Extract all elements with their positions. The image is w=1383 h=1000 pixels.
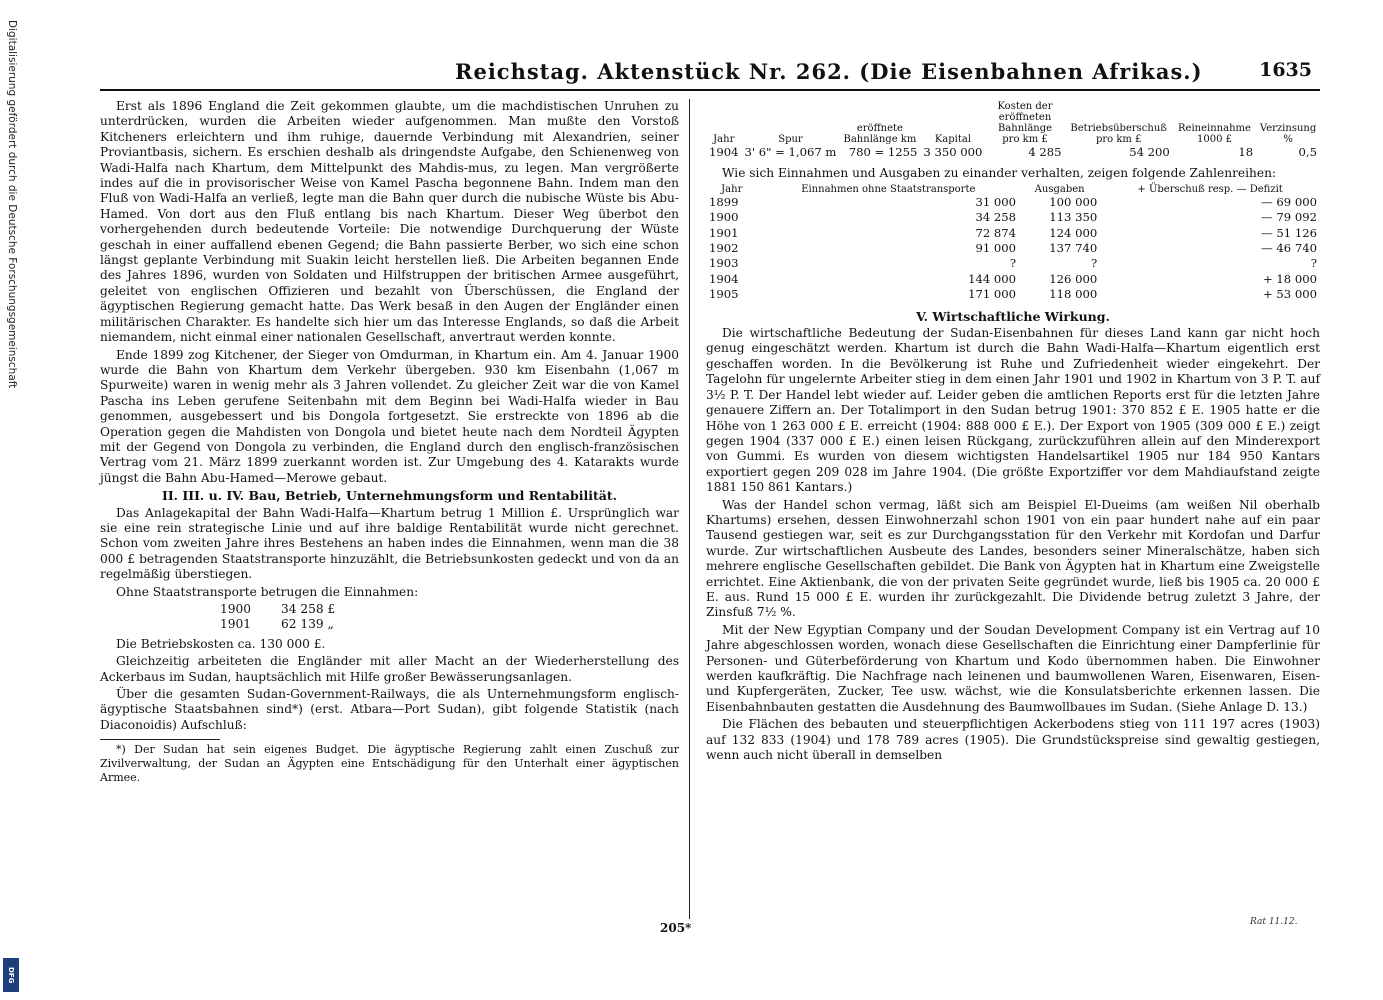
paragraph: Das Anlagekapital der Bahn Wadi-Halfa—Khartum betrug 1 Million £. Ursprünglich war sie eine rein strategische Linie und auf ihre baldige Rentabilität wurde nicht gerechnet. Schon vom zweiten Jahre ihres Bestehens an haben indes die Einnahmen, wenn man die 38 000 £ betragenden Staatstransporte hinzuzählt, die Betriebsunkosten gedeckt und von da an regelmäßig überstiegen. xyxy=(100,505,679,582)
cell-income: 91 000 xyxy=(975,241,1017,256)
cell-expense: 118 000 xyxy=(1049,287,1098,302)
table-row xyxy=(706,195,1320,210)
cell-year: 1901 xyxy=(709,225,739,240)
header-page-number: 1635 xyxy=(1259,59,1312,81)
paragraph: Wie sich Einnahmen und Ausgaben zu einander verhalten, zeigen folgende Zahlenreihen: xyxy=(722,166,1277,181)
cell-income: 72 874 xyxy=(975,225,1017,240)
handwritten-margin-note: Rat 11.12. xyxy=(1250,917,1298,927)
cell-income: 171 000 xyxy=(968,287,1017,302)
cell-year: 1902 xyxy=(709,241,739,256)
paragraph: Gleichzeitig arbeiteten die Engländer mit aller Macht an der Wiederherstellung des Ackerbaus im Sudan, hauptsächlich mit Hilfe großer Bewässerungsanlagen. xyxy=(100,654,679,684)
cell-expense: ? xyxy=(1091,256,1098,271)
paragraph: Ende 1899 zog Kitchener, der Sieger von Omdurman, in Khartum ein. Am 4. Januar 1900 wurde die Bahn von Khartum dem Verkehr übergeben. 930 km Eisenbahn (1,067 m Spurweite) waren in wenig mehr als 3 Jahren vollendet. Zu gleicher Zeit war die von Kamel Pascha ins Leben gerufene Seitenbahn mit dem Beginn bei Wadi-Halfa wieder in Bau genommen, ausgebessert und bis Dongola fortgesetzt. Sie erstreckte von 1896 ab die Operation gegen die Mahdisten von Dongola und bietet heute nach dem Nordteil Ägypten mit der Gegend von Dongola zu verbinden, die England durch den englisch-französischen Vertrag vom 21. März 1899 zuerkannt worden ist. Zur Umgebung des 4. Katarakts wurde jüngst die Bahn Abu-Hamed—Merowe gebaut. xyxy=(100,347,679,485)
table-header-row xyxy=(706,101,1320,145)
railway-statistics-table xyxy=(706,101,1320,160)
cell-year: 1905 xyxy=(709,287,739,302)
table-body xyxy=(706,195,1320,303)
cell-year: 1904 xyxy=(709,271,739,286)
digitization-text: Digitalisierung gefördert durch die Deutsche Forschungsgemeinschaft xyxy=(6,20,18,389)
cell-year: 1900 xyxy=(709,210,739,225)
table-row xyxy=(706,210,1320,225)
table-row xyxy=(706,226,1320,241)
income-expense-table xyxy=(706,184,1320,303)
right-column xyxy=(700,99,1320,919)
cell-length: 780 = 1255 xyxy=(848,145,918,159)
paragraph: Die Betriebskosten ca. 130 000 £. xyxy=(116,636,326,651)
cell-surplus: 54 200 xyxy=(1129,145,1170,159)
left-column xyxy=(100,99,690,919)
table-row xyxy=(706,145,1320,160)
cell-income: 34 258 xyxy=(975,210,1017,225)
cell-interest: 0,5 xyxy=(1298,145,1317,159)
paragraph: Über die gesamten Sudan-Government-Railways, die als Unternehmungsform englisch-ägyptische Staatsbahnen sind*) (erst. Atbara—Port Sudan), gibt folgende Statistik (nach Diaconoidis) Aufschluß: xyxy=(100,687,679,732)
header-title: Reichstag. Aktenstück Nr. 262. (Die Eisenbahnen Afrikas.) xyxy=(455,59,1203,84)
paragraph: Die wirtschaftliche Bedeutung der Sudan-Eisenbahnen für dieses Land kann gar nicht hoch genug eingeschätzt werden. Khartum ist durch die Bahn Wadi-Halfa—Khartum eigentlich erst geschaffen worden. In die Bevölkerung ist Ruhe und Zufriedenheit wieder eingekehrt. Der Tagelohn für ungelernte Arbeiter stieg in dem einen Jahr 1901 und 1902 in Khartum von 3 P. T. auf 3½ P. T. Der Handel lebt wieder auf. Leider geben die amtlichen Reports erst für die letzten Jahre genauere Ziffern an. Der Totalimport in den Sudan betrug 1901: 370 852 £ E. 1905 hatte er die Höhe von 1 263 000 £ E. erreicht (1904: 888 000 £ E.). Der Export von 1905 (309 000 £ E.) zeigt gegen 1904 (337 000 £ E.) einen leisen Rückgang, zurückzuführen allein auf den Minderexport von Gummi. Es wurden von diesem wichtigsten Handelsartikel 1905 nur 184 950 Kantars exportiert gegen 209 028 im Jahre 1904. (Die größte Exportziffer vor dem Mahdiaufstand zeigte 1881 150 861 Kantars.) xyxy=(706,326,1320,495)
revenue-row xyxy=(220,617,679,632)
cell-capital: 3 350 000 xyxy=(923,145,983,159)
section-heading: V. Wirtschaftliche Wirkung. xyxy=(916,308,1110,324)
cell-income: 144 000 xyxy=(968,271,1017,286)
revenue-amount: 34 258 £ xyxy=(281,602,336,616)
footnote: *) Der Sudan hat sein eigenes Budget. Die ägyptische Regierung zahlt einen Zuschuß zur Zivilverwaltung, der Sudan an Ägypten eine Entschädigung für den Unterhalt einer ägyptischen Armee. xyxy=(100,743,679,785)
revenue-list xyxy=(220,602,679,633)
cell-expense: 100 000 xyxy=(1049,194,1098,209)
dfg-logo xyxy=(3,958,19,992)
column-header: Kosten der eröffneten Bahnlänge pro km £ xyxy=(997,101,1053,145)
paragraph: Was der Handel schon vermag, läßt sich am Beispiel El-Dueims (am weißen Nil oberhalb Khartums) ersehen, dessen Einwohnerzahl schon 1901 von ein paar hundert nahe auf ein paar Tausend gestiegen war, seit es zur Durchgangsstation für den Verkehr mit Kordofan und Darfur wurde. Zur wirtschaftlichen Ausbeute des Landes, besonders seiner Mineralschätze, haben sich mehrere englische Gesellschaften gebildet. Die Bank von Ägypten hat in Khartum eine Zweigstelle errichtet. Eine Aktienbank, die von der privaten Seite gegründet wurde, ließ bis 1905 ca. 20 000 £ E. aus. Rund 15 000 £ E. wurden ihr zurückgezahlt. Die Dividende betrug zuletzt 3 Jahre, der Zinsfuß 7½ %. xyxy=(706,497,1320,620)
cell-year: 1904 xyxy=(709,145,739,159)
table-row xyxy=(706,241,1320,256)
cell-gauge: 3' 6" = 1,067 m xyxy=(744,145,837,159)
column-header: Spur xyxy=(778,134,803,145)
cell-net-income: 18 xyxy=(1238,145,1254,159)
footnote-divider xyxy=(100,739,220,740)
table-header-row xyxy=(706,184,1320,195)
column-header: Einnahmen ohne Staatstransporte xyxy=(801,183,976,195)
page-header xyxy=(100,55,1320,91)
table-row xyxy=(706,256,1320,271)
cell-balance: — 69 000 xyxy=(1261,194,1317,209)
digitization-notice xyxy=(6,20,18,980)
column-header: Verzinsung % xyxy=(1259,123,1317,145)
column-header: Reineinnahme 1000 £ xyxy=(1178,123,1251,145)
paragraph: Ohne Staatstransporte betrugen die Einnahmen: xyxy=(116,584,419,599)
paragraph: Erst als 1896 England die Zeit gekommen glaubte, um die machdistischen Unruhen zu unterdrücken, wurden die Arbeiten wieder aufgenommen. Man mußte den Vorstoß Kitcheners erleichtern und ihm ruhige, dauernde Verbindung mit Alexandrien, seiner Proviantbasis, sichern. Es erschien deshalb als dringendste Aufgabe, den Schienenweg von Wadi-Halfa nach Khartum, dem Mittelpunkt des Mahdis-mus, zu legen. Man vergrößerte indes auf die in provisorischer Weise von Kamel Pascha begonnene Bahn. Indem man den Fluß von Wadi-Halfa an verließ, legte man die Bahn quer durch die nubische Wüste bis Abu-Hamed. Von dort aus den Fluß entlang bis nach Khartum. Dieser Weg überbot den vorhergehenden durch bedeutende Vorteile: Die notwendige Durchquerung der Wüste geschah in einer auffallend ebenen Gegend; die Bahn passierte Berber, wo sich eine schon längst geplante Verbindung mit Suakin leicht herstellen ließ. Die Arbeiten begannen Ende des Jahres 1896, wurden von Soldaten und Hilfstruppen der britischen Armee ausgeführt, geleitet von englischen Offizieren und bezahlt von Überschüssen, die England der ägyptischen Regierung gemacht hatte. Das Werk besaß in den Augen der Engländer einen militärischen Charakter. Es handelte sich hier um das Interesse Englands, so daß die Arbeit niemandem, nicht einmal einer nationalen Gesellschaft, anvertraut werden konnte. xyxy=(100,99,679,345)
paragraph: Die Flächen des bebauten und steuerpflichtigen Ackerbodens stieg von 111 197 acres (1903) auf 132 833 (1904) und 178 789 acres (1905). Die Grundstückspreise sind gewaltig gestiegen, wenn auch nicht überall in demselben xyxy=(706,717,1320,763)
column-header: eröffnete Bahnlänge km xyxy=(843,123,917,145)
column-header: Kapital xyxy=(934,134,972,145)
cell-income: 31 000 xyxy=(975,194,1017,209)
revenue-amount: 62 139 „ xyxy=(281,617,334,632)
cell-balance: — 51 126 xyxy=(1261,225,1317,240)
revenue-row xyxy=(220,602,679,617)
footer-page-number: 205* xyxy=(660,921,692,935)
column-header: Jahr xyxy=(713,134,735,145)
cell-expense: 124 000 xyxy=(1049,225,1098,240)
dfg-logo-text: DFG xyxy=(7,966,15,984)
column-header: Betriebsüberschuß pro km £ xyxy=(1070,123,1167,145)
table-row xyxy=(706,287,1320,302)
cell-balance: + 53 000 xyxy=(1263,287,1317,302)
cell-income: ? xyxy=(1009,256,1017,271)
column-header: Jahr xyxy=(721,183,743,195)
document-page xyxy=(100,55,1320,935)
paragraph: Mit der New Egyptian Company und der Soudan Development Company ist ein Vertrag auf 10 Jahre abgeschlossen worden, wonach diese Gesellschaften die Einrichtung einer Dampferlinie für Personen- und Güterbeförderung von Khartum und Kodo übernommen haben. Die Einwohner werden kaufkräftig. Die Nachfrage nach leinenen und baumwollenen Waren, Eisenwaren, Eisen- und Kupfergeräten, Zucker, Tee usw. wächst, wie die Konsulatsberichte erkennen lassen. Die Eisenbahnbauten gestatten die Ausdehnung des Baumwollbaues im Sudan. (Siehe Anlage D. 13.) xyxy=(706,622,1320,714)
cell-expense: 113 350 xyxy=(1049,210,1098,225)
cell-expense: 126 000 xyxy=(1049,271,1098,286)
revenue-year: 1900 xyxy=(220,602,252,616)
cell-year: 1899 xyxy=(709,194,739,209)
cell-year: 1903 xyxy=(709,256,739,271)
cell-balance: — 46 740 xyxy=(1261,241,1317,256)
revenue-year: 1901 xyxy=(220,617,252,632)
cell-balance: ? xyxy=(1310,256,1317,271)
table-row xyxy=(706,272,1320,287)
column-header: + Überschuß resp. — Defizit xyxy=(1137,183,1283,195)
column-header: Ausgaben xyxy=(1034,183,1085,195)
section-heading: II. III. u. IV. Bau, Betrieb, Unternehmungsform und Rentabilität. xyxy=(161,488,618,504)
cell-balance: + 18 000 xyxy=(1263,271,1317,286)
cell-cost-per-km: 4 285 xyxy=(1028,145,1062,159)
cell-expense: 137 740 xyxy=(1049,241,1098,256)
cell-balance: — 79 092 xyxy=(1261,210,1317,225)
